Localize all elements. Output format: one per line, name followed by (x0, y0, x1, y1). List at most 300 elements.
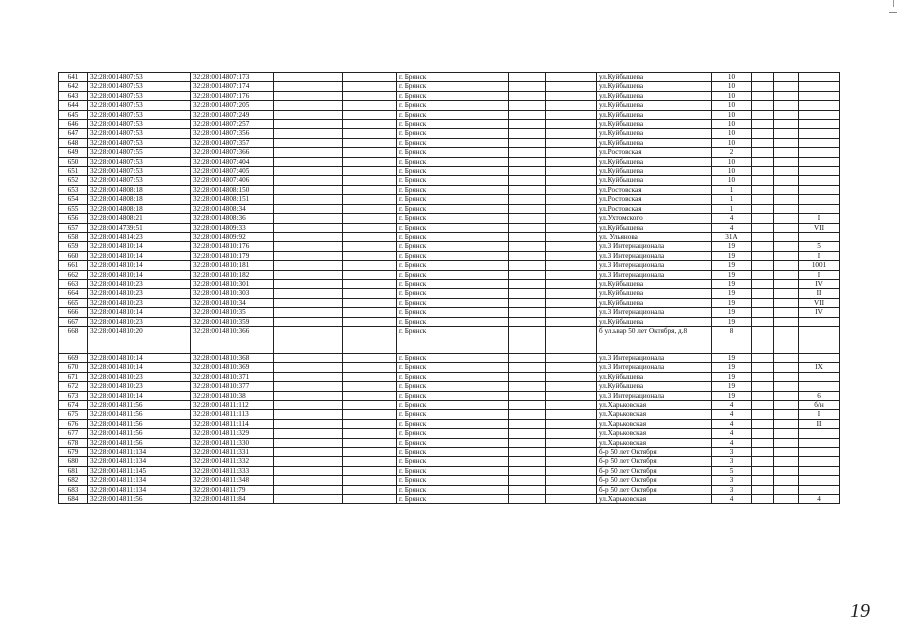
empty-cell (509, 157, 546, 166)
premises-number-cell: IV (799, 279, 840, 288)
empty-cell (752, 157, 774, 166)
premises-number-cell: IX (799, 363, 840, 372)
register-body (59, 73, 840, 504)
empty-cell (274, 223, 343, 232)
object-number-cell: 32:28:0014811:112 (191, 401, 274, 410)
empty-cell (774, 457, 799, 466)
row-number-cell: 652 (59, 176, 88, 185)
empty-cell (752, 148, 774, 157)
empty-cell (343, 298, 397, 307)
row-number-cell: 682 (59, 476, 88, 485)
land-plot-number-cell: 32:28:0014807:53 (88, 120, 191, 129)
premises-number-cell (799, 429, 840, 438)
empty-cell (343, 401, 397, 410)
object-number-cell: 32:28:0014809:33 (191, 223, 274, 232)
street-cell: ул.Куйбышева (597, 157, 712, 166)
street-cell: ул.Куйбышева (597, 138, 712, 147)
empty-cell (274, 73, 343, 82)
table-row (59, 419, 840, 428)
city-cell: г. Брянск (397, 185, 509, 194)
empty-cell (546, 167, 597, 176)
empty-cell (774, 476, 799, 485)
table-row (59, 110, 840, 119)
empty-cell (274, 261, 343, 270)
table-row (59, 261, 840, 270)
premises-number-cell: IV (799, 308, 840, 317)
street-cell: ул.Куйбышева (597, 289, 712, 298)
object-number-cell: 32:28:0014811:114 (191, 419, 274, 428)
city-cell: г. Брянск (397, 363, 509, 372)
empty-cell (509, 391, 546, 400)
empty-cell (274, 120, 343, 129)
empty-cell (343, 110, 397, 119)
land-plot-number-cell: 32:28:0014807:53 (88, 110, 191, 119)
empty-cell (343, 251, 397, 260)
empty-cell (774, 495, 799, 504)
table-row (59, 129, 840, 138)
empty-cell (343, 91, 397, 100)
premises-number-cell (799, 457, 840, 466)
empty-cell (774, 195, 799, 204)
empty-cell (343, 382, 397, 391)
object-number-cell: 32:28:0014810:369 (191, 363, 274, 372)
land-plot-number-cell: 32:28:0014807:53 (88, 138, 191, 147)
empty-cell (752, 410, 774, 419)
table-row (59, 372, 840, 381)
row-number-cell: 653 (59, 185, 88, 194)
row-number-cell: 678 (59, 438, 88, 447)
city-cell: г. Брянск (397, 223, 509, 232)
empty-cell (774, 242, 799, 251)
row-number-cell: 677 (59, 429, 88, 438)
empty-cell (509, 195, 546, 204)
house-number-cell: 10 (712, 120, 752, 129)
empty-cell (274, 204, 343, 213)
object-number-cell: 32:28:0014807:406 (191, 176, 274, 185)
empty-cell (546, 148, 597, 157)
empty-cell (343, 485, 397, 494)
empty-cell (774, 298, 799, 307)
row-number-cell: 654 (59, 195, 88, 204)
row-number-cell: 655 (59, 204, 88, 213)
empty-cell (752, 73, 774, 82)
empty-cell (509, 214, 546, 223)
empty-cell (274, 129, 343, 138)
empty-cell (343, 457, 397, 466)
handwritten-page-number: 19 (850, 600, 870, 622)
empty-cell (274, 251, 343, 260)
city-cell: г. Брянск (397, 270, 509, 279)
street-cell: ул.3 Интернационала (597, 251, 712, 260)
city-cell: г. Брянск (397, 466, 509, 475)
premises-number-cell (799, 204, 840, 213)
land-plot-number-cell: 32:28:0014811:56 (88, 495, 191, 504)
empty-cell (274, 466, 343, 475)
city-cell: г. Брянск (397, 419, 509, 428)
house-number-cell: 4 (712, 438, 752, 447)
empty-cell (546, 101, 597, 110)
empty-cell (509, 91, 546, 100)
object-number-cell: 32:28:0014811:84 (191, 495, 274, 504)
table-row (59, 204, 840, 213)
object-number-cell: 32:28:0014810:359 (191, 317, 274, 326)
city-cell: г. Брянск (397, 279, 509, 288)
empty-cell (274, 279, 343, 288)
empty-cell (509, 110, 546, 119)
land-plot-number-cell: 32:28:0014810:14 (88, 391, 191, 400)
empty-cell (752, 232, 774, 241)
row-number-cell: 651 (59, 167, 88, 176)
row-number-cell: 675 (59, 410, 88, 419)
row-number-cell: 656 (59, 214, 88, 223)
empty-cell (546, 419, 597, 428)
empty-cell (546, 73, 597, 82)
land-plot-number-cell: 32:28:0014810:23 (88, 372, 191, 381)
land-plot-number-cell: 32:28:0014807:53 (88, 82, 191, 91)
land-plot-number-cell: 32:28:0014807:53 (88, 91, 191, 100)
row-number-cell: 684 (59, 495, 88, 504)
house-number-cell: 31А (712, 232, 752, 241)
house-number-cell: 1 (712, 195, 752, 204)
empty-cell (343, 363, 397, 372)
premises-number-cell (799, 353, 840, 362)
empty-cell (274, 214, 343, 223)
empty-cell (752, 308, 774, 317)
street-cell: ул.Ростовская (597, 204, 712, 213)
city-cell: г. Брянск (397, 476, 509, 485)
empty-cell (509, 448, 546, 457)
premises-number-cell: I (799, 214, 840, 223)
house-number-cell: 19 (712, 353, 752, 362)
table-row (59, 401, 840, 410)
land-plot-number-cell: 32:28:0014807:53 (88, 176, 191, 185)
empty-cell (509, 73, 546, 82)
street-cell: ул.Куйбышева (597, 279, 712, 288)
premises-number-cell: 5 (799, 242, 840, 251)
empty-cell (343, 326, 397, 353)
city-cell: г. Брянск (397, 448, 509, 457)
empty-cell (509, 242, 546, 251)
empty-cell (774, 120, 799, 129)
empty-cell (752, 251, 774, 260)
empty-cell (509, 410, 546, 419)
table-row (59, 101, 840, 110)
empty-cell (509, 223, 546, 232)
street-cell: ул.Харьковская (597, 429, 712, 438)
premises-number-cell: II (799, 419, 840, 428)
land-plot-number-cell: 32:28:0014814:23 (88, 232, 191, 241)
city-cell: г. Брянск (397, 261, 509, 270)
empty-cell (343, 289, 397, 298)
table-row (59, 232, 840, 241)
land-plot-number-cell: 32:28:0014807:55 (88, 148, 191, 157)
row-number-cell: 646 (59, 120, 88, 129)
city-cell: г. Брянск (397, 242, 509, 251)
premises-number-cell (799, 372, 840, 381)
object-number-cell: 32:28:0014811:331 (191, 448, 274, 457)
row-number-cell: 642 (59, 82, 88, 91)
empty-cell (752, 448, 774, 457)
empty-cell (509, 438, 546, 447)
premises-number-cell (799, 120, 840, 129)
land-plot-number-cell: 32:28:0014739:51 (88, 223, 191, 232)
empty-cell (274, 91, 343, 100)
empty-cell (546, 120, 597, 129)
premises-number-cell (799, 195, 840, 204)
empty-cell (343, 195, 397, 204)
row-number-cell: 643 (59, 91, 88, 100)
empty-cell (546, 308, 597, 317)
land-plot-number-cell: 32:28:0014810:14 (88, 308, 191, 317)
empty-cell (509, 261, 546, 270)
empty-cell (509, 419, 546, 428)
empty-cell (752, 91, 774, 100)
city-cell: г. Брянск (397, 82, 509, 91)
empty-cell (274, 438, 343, 447)
table-row (59, 185, 840, 194)
house-number-cell: 10 (712, 129, 752, 138)
empty-cell (774, 363, 799, 372)
empty-cell (509, 289, 546, 298)
empty-cell (752, 391, 774, 400)
empty-cell (752, 326, 774, 353)
empty-cell (343, 270, 397, 279)
city-cell: г. Брянск (397, 382, 509, 391)
city-cell: г. Брянск (397, 176, 509, 185)
object-number-cell: 32:28:0014807:356 (191, 129, 274, 138)
empty-cell (509, 232, 546, 241)
row-number-cell: 663 (59, 279, 88, 288)
row-number-cell: 683 (59, 485, 88, 494)
empty-cell (546, 326, 597, 353)
city-cell: г. Брянск (397, 129, 509, 138)
empty-cell (343, 148, 397, 157)
row-number-cell: 647 (59, 129, 88, 138)
table-row (59, 363, 840, 372)
land-plot-number-cell: 32:28:0014811:134 (88, 485, 191, 494)
empty-cell (343, 476, 397, 485)
empty-cell (274, 429, 343, 438)
empty-cell (774, 232, 799, 241)
empty-cell (546, 353, 597, 362)
empty-cell (774, 261, 799, 270)
land-plot-number-cell: 32:28:0014810:14 (88, 270, 191, 279)
table-row (59, 279, 840, 288)
empty-cell (274, 326, 343, 353)
city-cell: г. Брянск (397, 438, 509, 447)
premises-number-cell (799, 138, 840, 147)
land-plot-number-cell: 32:28:0014811:134 (88, 457, 191, 466)
object-number-cell: 32:28:0014807:174 (191, 82, 274, 91)
house-number-cell: 19 (712, 391, 752, 400)
empty-cell (343, 157, 397, 166)
object-number-cell: 32:28:0014810:303 (191, 289, 274, 298)
house-number-cell: 2 (712, 148, 752, 157)
object-number-cell: 32:28:0014811:79 (191, 485, 274, 494)
object-number-cell: 32:28:0014810:377 (191, 382, 274, 391)
table-row (59, 466, 840, 475)
street-cell: ул. Ульянова (597, 232, 712, 241)
empty-cell (774, 167, 799, 176)
row-number-cell: 680 (59, 457, 88, 466)
object-number-cell: 32:28:0014810:301 (191, 279, 274, 288)
empty-cell (509, 167, 546, 176)
street-cell: ул.Куйбышева (597, 167, 712, 176)
land-plot-number-cell: 32:28:0014808:18 (88, 185, 191, 194)
table-row (59, 382, 840, 391)
city-cell: г. Брянск (397, 317, 509, 326)
land-plot-number-cell: 32:28:0014808:18 (88, 204, 191, 213)
land-plot-number-cell: 32:28:0014811:56 (88, 401, 191, 410)
house-number-cell: 19 (712, 363, 752, 372)
house-number-cell: 4 (712, 401, 752, 410)
street-cell: ул.Куйбышева (597, 82, 712, 91)
premises-number-cell: I (799, 251, 840, 260)
empty-cell (546, 289, 597, 298)
empty-cell (752, 317, 774, 326)
empty-cell (774, 372, 799, 381)
empty-cell (774, 289, 799, 298)
empty-cell (752, 214, 774, 223)
street-cell: б-р 50 лет Октября (597, 457, 712, 466)
house-number-cell: 19 (712, 261, 752, 270)
house-number-cell: 10 (712, 101, 752, 110)
empty-cell (509, 101, 546, 110)
city-cell: г. Брянск (397, 167, 509, 176)
empty-cell (343, 120, 397, 129)
empty-cell (752, 372, 774, 381)
street-cell: ул.3 Интернационала (597, 242, 712, 251)
table-row (59, 82, 840, 91)
street-cell: ул.3 Интернационала (597, 308, 712, 317)
row-number-cell: 666 (59, 308, 88, 317)
house-number-cell: 4 (712, 214, 752, 223)
empty-cell (546, 298, 597, 307)
object-number-cell: 32:28:0014808:36 (191, 214, 274, 223)
empty-cell (274, 476, 343, 485)
empty-cell (752, 382, 774, 391)
empty-cell (774, 91, 799, 100)
empty-cell (509, 176, 546, 185)
empty-cell (509, 82, 546, 91)
city-cell: г. Брянск (397, 138, 509, 147)
empty-cell (274, 138, 343, 147)
empty-cell (509, 317, 546, 326)
empty-cell (546, 448, 597, 457)
empty-cell (546, 251, 597, 260)
object-number-cell: 32:28:0014810:176 (191, 242, 274, 251)
empty-cell (774, 438, 799, 447)
premises-number-cell (799, 466, 840, 475)
city-cell: г. Брянск (397, 232, 509, 241)
object-number-cell: 32:28:0014810:368 (191, 353, 274, 362)
empty-cell (509, 457, 546, 466)
empty-cell (752, 466, 774, 475)
land-plot-number-cell: 32:28:0014811:56 (88, 410, 191, 419)
object-number-cell: 32:28:0014811:330 (191, 438, 274, 447)
house-number-cell: 19 (712, 372, 752, 381)
city-cell: г. Брянск (397, 251, 509, 260)
empty-cell (546, 110, 597, 119)
object-number-cell: 32:28:0014810:35 (191, 308, 274, 317)
premises-number-cell (799, 176, 840, 185)
street-cell: б ул.ьвар 50 лет Октября, д.8 (597, 326, 712, 353)
empty-cell (343, 353, 397, 362)
table-row (59, 476, 840, 485)
empty-cell (546, 429, 597, 438)
empty-cell (509, 270, 546, 279)
empty-cell (343, 279, 397, 288)
empty-cell (274, 148, 343, 157)
city-cell: г. Брянск (397, 326, 509, 353)
land-plot-number-cell: 32:28:0014807:53 (88, 129, 191, 138)
empty-cell (774, 410, 799, 419)
street-cell: ул.3 Интернационала (597, 261, 712, 270)
empty-cell (752, 129, 774, 138)
empty-cell (274, 308, 343, 317)
table-row (59, 176, 840, 185)
table-row (59, 195, 840, 204)
empty-cell (752, 120, 774, 129)
house-number-cell: 1 (712, 204, 752, 213)
empty-cell (274, 167, 343, 176)
object-number-cell: 32:28:0014811:113 (191, 410, 274, 419)
empty-cell (752, 485, 774, 494)
premises-number-cell (799, 148, 840, 157)
row-number-cell: 665 (59, 298, 88, 307)
house-number-cell: 19 (712, 308, 752, 317)
table-row (59, 91, 840, 100)
object-number-cell: 32:28:0014810:38 (191, 391, 274, 400)
corner-scan-mark (889, 12, 897, 16)
object-number-cell: 32:28:0014807:205 (191, 101, 274, 110)
house-number-cell: 10 (712, 91, 752, 100)
empty-cell (752, 110, 774, 119)
street-cell: ул.Харьковская (597, 419, 712, 428)
city-cell: г. Брянск (397, 91, 509, 100)
empty-cell (774, 279, 799, 288)
empty-cell (509, 495, 546, 504)
row-number-cell: 641 (59, 73, 88, 82)
house-number-cell: 10 (712, 73, 752, 82)
empty-cell (752, 82, 774, 91)
empty-cell (343, 317, 397, 326)
street-cell: ул.Куйбышева (597, 382, 712, 391)
empty-cell (343, 232, 397, 241)
table-row (59, 410, 840, 419)
empty-cell (546, 466, 597, 475)
empty-cell (274, 410, 343, 419)
empty-cell (774, 401, 799, 410)
city-cell: г. Брянск (397, 101, 509, 110)
row-number-cell: 667 (59, 317, 88, 326)
premises-number-cell: I (799, 270, 840, 279)
empty-cell (752, 167, 774, 176)
premises-number-cell (799, 157, 840, 166)
empty-cell (274, 485, 343, 494)
empty-cell (546, 129, 597, 138)
house-number-cell: 1 (712, 185, 752, 194)
premises-number-cell: II (799, 289, 840, 298)
empty-cell (752, 476, 774, 485)
empty-cell (546, 485, 597, 494)
object-number-cell: 32:28:0014807:405 (191, 167, 274, 176)
row-number-cell: 676 (59, 419, 88, 428)
empty-cell (752, 457, 774, 466)
street-cell: ул.Харьковская (597, 495, 712, 504)
empty-cell (274, 157, 343, 166)
city-cell: г. Брянск (397, 195, 509, 204)
